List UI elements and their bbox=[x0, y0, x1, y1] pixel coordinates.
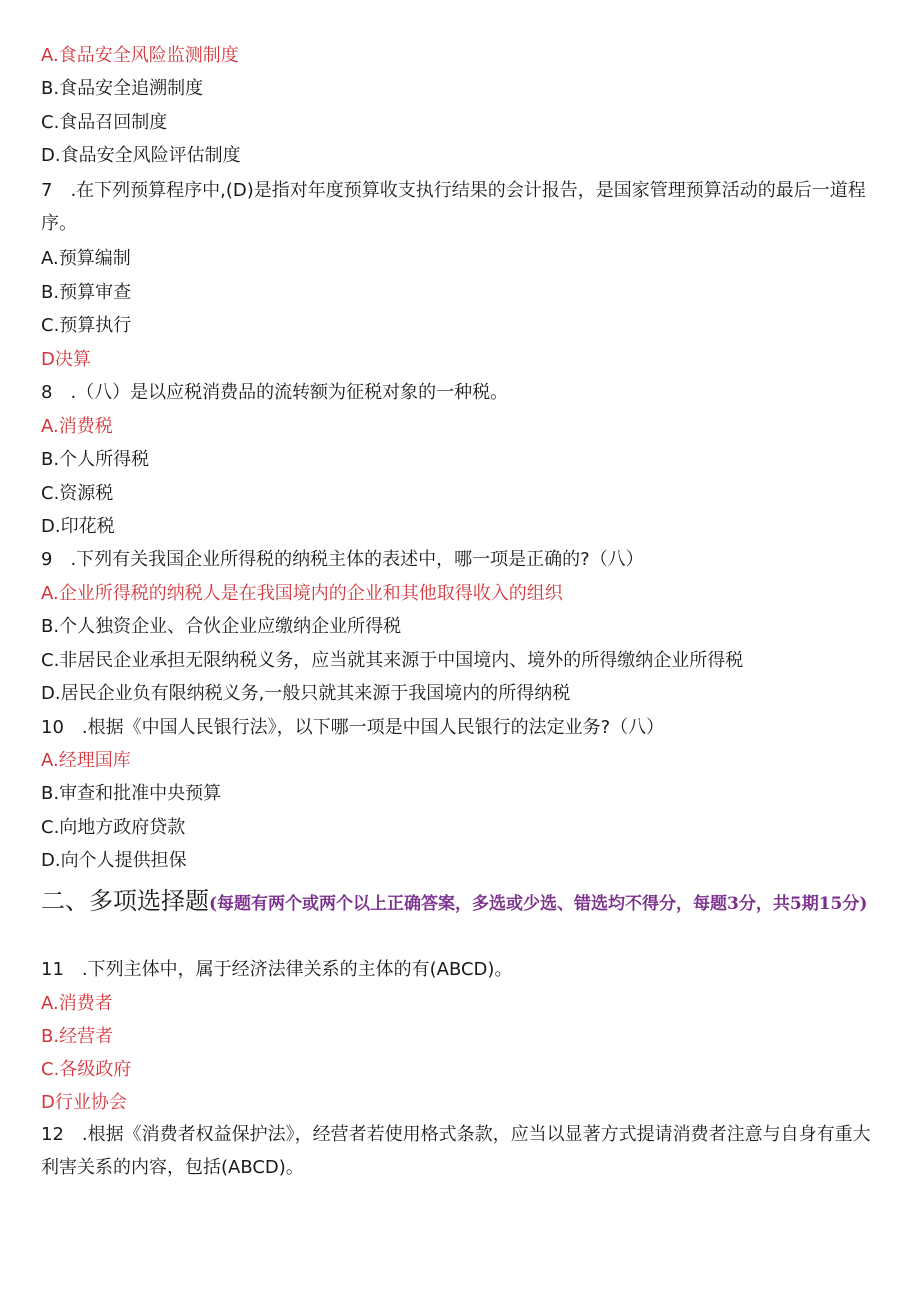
section-title: 二、多项选择题 bbox=[41, 887, 209, 915]
option-line: D.向个人提供担保 bbox=[41, 850, 187, 871]
option-line: C.向地方政府贷款 bbox=[41, 817, 186, 838]
option-line: D行业协会 bbox=[41, 1092, 127, 1113]
option-line: C.预算执行 bbox=[41, 315, 132, 336]
option-line: A.预算编制 bbox=[41, 248, 131, 269]
option-line: A.企业所得税的纳税人是在我国境内的企业和其他取得收入的组织 bbox=[41, 583, 563, 604]
option-line: B.个人独资企业、合伙企业应缴纳企业所得税 bbox=[41, 616, 402, 637]
option-line: C.各级政府 bbox=[41, 1059, 132, 1080]
question-9: 9 .下列有关我国企业所得税的纳税主体的表述中，哪一项是正确的?（八） bbox=[41, 549, 644, 570]
section-note: (每题有两个或两个以上正确答案，多选或少选、错选均不得分，每题3分，共5期15分) bbox=[209, 894, 868, 914]
option-line: B.食品安全追溯制度 bbox=[41, 78, 204, 99]
option-line: B.个人所得税 bbox=[41, 449, 150, 470]
option-line: B.经营者 bbox=[41, 1026, 114, 1047]
option-line: D.食品安全风险评估制度 bbox=[41, 145, 241, 166]
question-12: 12 .根据《消费者权益保护法》，经营者若使用格式条款，应当以显著方式提请消费者注意与自身有重大利害关系的内容，包括(ABCD)。 bbox=[41, 1124, 871, 1178]
option-line: D决算 bbox=[41, 349, 91, 370]
option-line: D.印花税 bbox=[41, 516, 115, 537]
option-line: C.资源税 bbox=[41, 483, 114, 504]
question-8: 8 .（八）是以应税消费品的流转额为征税对象的一种税。 bbox=[41, 382, 509, 403]
section-heading bbox=[41, 884, 881, 921]
question-10: 10 .根据《中国人民银行法》，以下哪一项是中国人民银行的法定业务?（八） bbox=[41, 717, 665, 738]
option-line: A.消费者 bbox=[41, 993, 113, 1014]
option-line: B.审查和批准中央预算 bbox=[41, 783, 222, 804]
option-line: A.食品安全风险监测制度 bbox=[41, 45, 239, 66]
option-line: C.食品召回制度 bbox=[41, 112, 168, 133]
question-11: 11 .下列主体中，属于经济法律关系的主体的有(ABCD)。 bbox=[41, 959, 513, 980]
option-line: A.消费税 bbox=[41, 416, 113, 437]
option-line: B.预算审查 bbox=[41, 282, 132, 303]
option-line: C.非居民企业承担无限纳税义务，应当就其来源于中国境内、境外的所得缴纳企业所得税 bbox=[41, 650, 744, 671]
option-line: A.经理国库 bbox=[41, 750, 131, 771]
question-7: 7 .在下列预算程序中,(D)是指对年度预算收支执行结果的会计报告，是国家管理预算活动的最后一道程序。 bbox=[41, 180, 866, 234]
option-line: D.居民企业负有限纳税义务,一般只就其来源于我国境内的所得纳税 bbox=[41, 683, 571, 704]
